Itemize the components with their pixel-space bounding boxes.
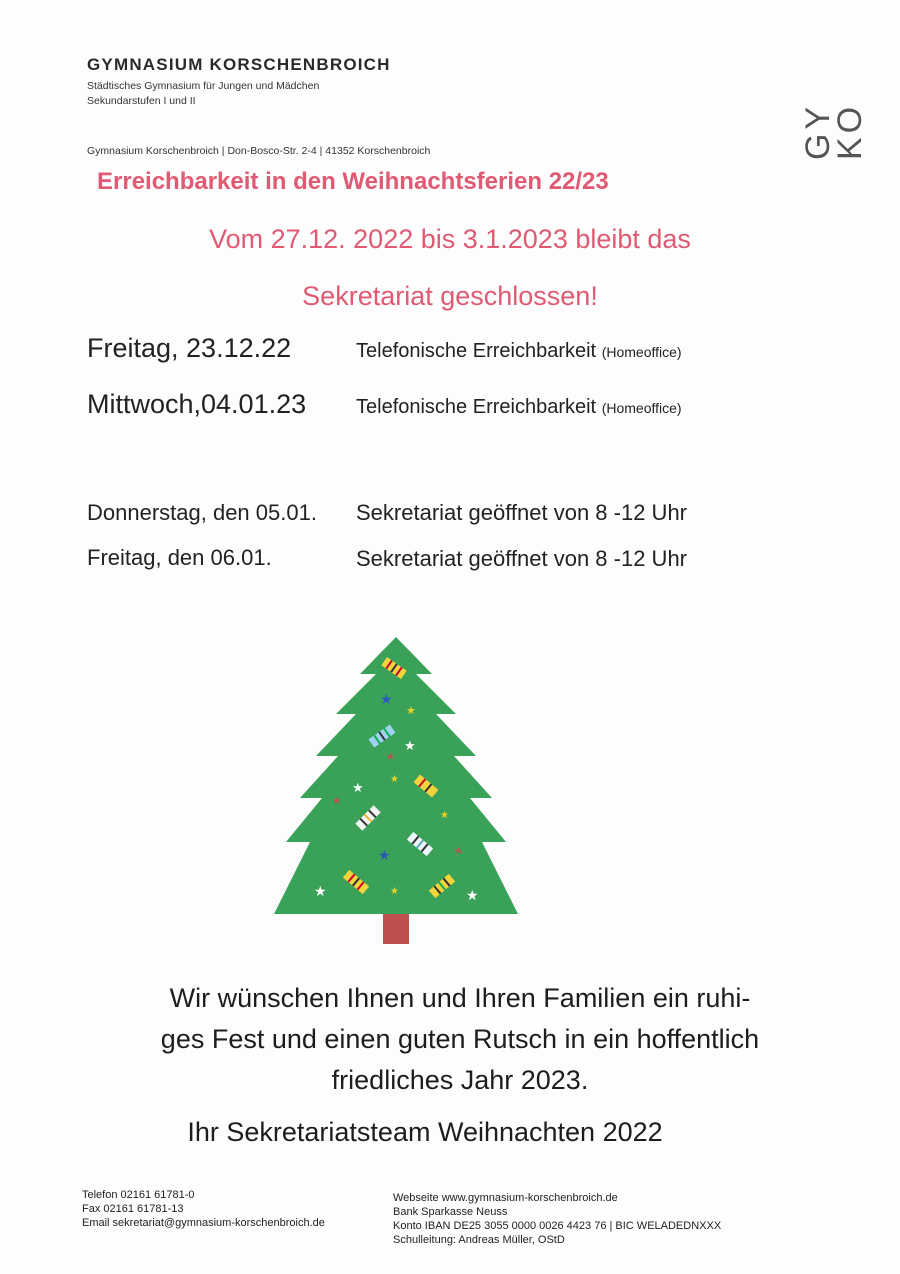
star-ornament: ★ xyxy=(454,846,463,857)
star-ornament: ★ xyxy=(440,810,449,821)
star-ornament: ★ xyxy=(390,886,399,897)
footer-bank-info xyxy=(393,1191,721,1247)
greeting-line-3: friedliches Jahr 2023. xyxy=(331,1065,589,1095)
tree-trunk xyxy=(383,914,409,944)
schedule-text-2 xyxy=(356,396,682,419)
star-ornament: ★ xyxy=(386,752,395,763)
schedule-note-2: (Homeoffice) xyxy=(601,400,682,416)
footer-fax: Fax 02161 61781-13 xyxy=(82,1203,184,1215)
footer-head: Schulleitung: Andreas Müller, OStD xyxy=(393,1234,565,1246)
star-ornament: ★ xyxy=(466,888,479,904)
footer-website: Webseite www.gymnasium-korschenbroich.de xyxy=(393,1192,618,1204)
notice-title: Erreichbarkeit in den Weihnachtsferien 22/23 xyxy=(97,168,609,195)
greeting-message xyxy=(60,978,860,1101)
christmas-tree-icon xyxy=(270,632,522,948)
greeting-line-2: ges Fest und einen guten Rutsch in ein hoffentlich xyxy=(160,1024,760,1054)
school-address: Gymnasium Korschenbroich | Don-Bosco-Str. 2-4 | 41352 Korschenbroich xyxy=(87,145,431,157)
footer-account: Konto IBAN DE25 3055 0000 0026 4423 76 | BIC WELADEDNXXX xyxy=(393,1220,722,1232)
star-ornament: ★ xyxy=(332,796,341,807)
star-ornament: ★ xyxy=(378,848,391,864)
star-ornament: ★ xyxy=(380,692,393,708)
schedule-text-1-main: Telefonische Erreichbarkeit xyxy=(356,340,597,362)
footer-email: Email sekretariat@gymnasium-korschenbroich.de xyxy=(82,1217,325,1229)
star-ornament: ★ xyxy=(404,739,416,754)
schedule-day-3: Donnerstag, den 05.01. xyxy=(87,500,317,525)
greeting-line-1: Wir wünschen Ihnen und Ihren Familien ein ruhi- xyxy=(169,983,751,1013)
star-ornament: ★ xyxy=(406,704,416,717)
schedule-day-4: Freitag, den 06.01. xyxy=(87,545,272,570)
schedule-day-1: Freitag, 23.12.22 xyxy=(87,333,292,363)
schedule-note-1: (Homeoffice) xyxy=(601,344,682,360)
signature: Ihr Sekretariatsteam Weihnachten 2022 xyxy=(187,1117,663,1147)
schedule-text-3: Sekretariat geöffnet von 8 -12 Uhr xyxy=(356,500,688,525)
school-logo xyxy=(799,48,869,160)
closed-notice-line-1: Vom 27.12. 2022 bis 3.1.2023 bleibt das xyxy=(209,224,691,254)
closed-notice-line-2: Sekretariat geschlossen! xyxy=(302,281,598,311)
logo-text-gy: GY xyxy=(799,102,837,160)
footer-bank: Bank Sparkasse Neuss xyxy=(393,1206,508,1218)
schedule-day-2: Mittwoch,04.01.23 xyxy=(87,389,307,419)
school-level: Sekundarstufen I und II xyxy=(87,95,196,107)
star-ornament: ★ xyxy=(352,781,364,796)
footer-phone: Telefon 02161 61781-0 xyxy=(82,1189,195,1201)
school-name: GYMNASIUM KORSCHENBROICH xyxy=(87,55,391,74)
footer-contact xyxy=(82,1188,325,1230)
school-subtitle: Städtisches Gymnasium für Jungen und Mädchen xyxy=(87,80,320,92)
schedule-text-1 xyxy=(356,340,682,363)
schedule-text-2-main: Telefonische Erreichbarkeit xyxy=(356,396,597,418)
schedule-text-4: Sekretariat geöffnet von 8 -12 Uhr xyxy=(356,546,688,571)
star-ornament: ★ xyxy=(390,774,399,785)
star-ornament: ★ xyxy=(314,884,327,900)
logo-text-ko: KO xyxy=(831,102,869,160)
